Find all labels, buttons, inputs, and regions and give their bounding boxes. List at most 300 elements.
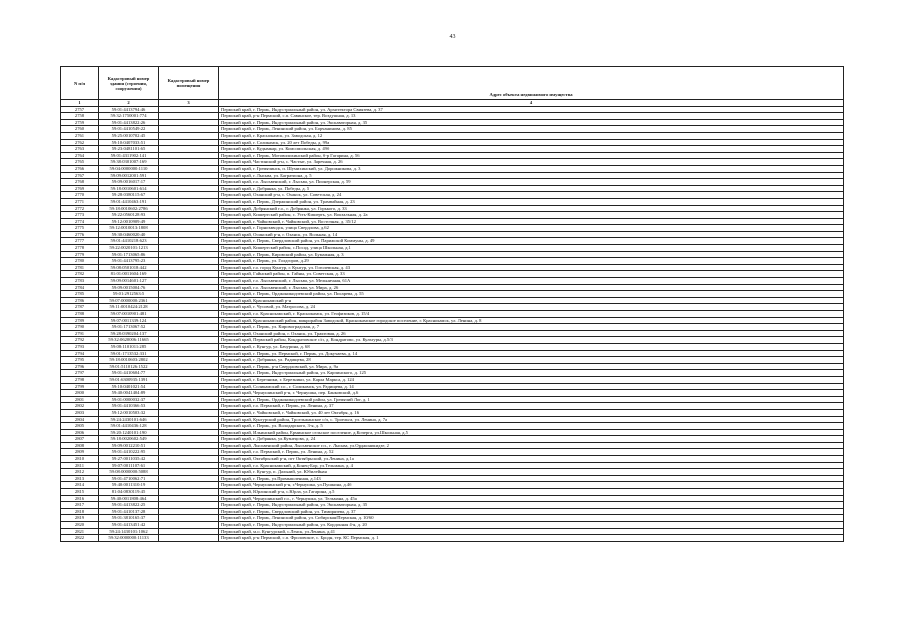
table-row (61, 475, 844, 482)
building-cadastral-number: 59:01:3810165:37 (99, 515, 159, 522)
table-row (61, 172, 844, 179)
property-address: Пермский край, г. Пермь, Мотовилихинский район, б-р Гагарина, д. 56 (219, 152, 844, 159)
room-cadastral-number (159, 132, 219, 139)
room-cadastral-number (159, 416, 219, 423)
table-row (61, 528, 844, 535)
row-number: 2800 (61, 390, 99, 397)
property-address: Пермский край, г. Пермь, р-н Свердловский, ул. Мира, д. 9а (219, 363, 844, 370)
building-cadastral-number: 59:22:0560128:93 (99, 212, 159, 219)
header-address: Адрес объекта недвижимого имущества (219, 67, 844, 100)
room-cadastral-number (159, 304, 219, 311)
row-number: 2817 (61, 502, 99, 509)
table-row (61, 343, 844, 350)
table-row (61, 522, 844, 529)
row-number: 2757 (61, 106, 99, 113)
property-address: Пермский край, р-н Пермский, с.п. Фроловское, с. Бродн, тер. КС Пермская, д. 1 (219, 535, 844, 542)
room-cadastral-number (159, 522, 219, 529)
room-cadastral-number (159, 205, 219, 212)
table-row (61, 159, 844, 166)
row-number: 2801 (61, 396, 99, 403)
building-cadastral-number: 59:01:4413794:46 (99, 106, 159, 113)
property-address: Пермский край, г. Березники, г. Березники, ул. Карла Маркса, д. 124 (219, 376, 844, 383)
building-cadastral-number: 59:11:0010424:2128 (99, 304, 159, 311)
building-cadastral-number: 59:40:0011310:19 (99, 482, 159, 489)
table-row (61, 152, 844, 159)
property-address: Пермский край, г. Добрянка, ул. Радищева, 28 (219, 357, 844, 364)
table-row (61, 251, 844, 258)
property-address: Пермский край, Чернушинский г.о., г. Чернушка, ул. Тельмана, д. 45а (219, 495, 844, 502)
building-cadastral-number: 59:08:1101011:285 (99, 343, 159, 350)
table-row (61, 330, 844, 337)
table-row (61, 205, 844, 212)
room-cadastral-number (159, 502, 219, 509)
property-address: Пермский край, г. Пермь, Индустриальный район, ул. Экскаваторная, д. 35 (219, 119, 844, 126)
building-cadastral-number: 59:10:0407033:51 (99, 139, 159, 146)
property-address: Пермский край, г. Кунгур, п. Дальний, ул. Юбилейная (219, 469, 844, 476)
table-row (61, 515, 844, 522)
building-cadastral-number: 81:01:0011604:169 (99, 271, 159, 278)
row-number: 2785 (61, 291, 99, 298)
table-row (61, 429, 844, 436)
property-address: Пермский край, г. Пермь, Ленинский район, ул. Сибирская/Пермская, д. 10/60 (219, 515, 844, 522)
property-address: Пермский край, г. Кудымкар, ул. Комсомольская, д. 49б (219, 146, 844, 153)
row-number: 2759 (61, 119, 99, 126)
row-number: 2762 (61, 139, 99, 146)
room-cadastral-number (159, 119, 219, 126)
property-address: Пермский край, г. Пермь, ул. Володарского, 3-я, д. 5 (219, 423, 844, 430)
table-row (61, 456, 844, 463)
building-cadastral-number: 59:01:0000032:37 (99, 396, 159, 403)
room-cadastral-number (159, 218, 219, 225)
building-cadastral-number: 59:07:0000000:2361 (99, 297, 159, 304)
property-address: Пермский край, г. Чайковский, г. Чайковский, ул. Восточная, д. 35/12 (219, 218, 844, 225)
building-cadastral-number: 59:01:1713532:331 (99, 350, 159, 357)
row-number: 2810 (61, 456, 99, 463)
property-address: Пермский край, г. Гремячинск, п. Шумихинский, ул. Дорожникова, д. 3 (219, 165, 844, 172)
table-row (61, 370, 844, 377)
table-row (61, 436, 844, 443)
row-number: 2815 (61, 489, 99, 496)
row-number: 2767 (61, 172, 99, 179)
row-number: 2786 (61, 297, 99, 304)
room-cadastral-number (159, 192, 219, 199)
building-cadastral-number: 59:01:4413822:26 (99, 119, 159, 126)
table-row (61, 502, 844, 509)
row-number: 2795 (61, 357, 99, 364)
building-cadastral-number: 59:04:0000000:1110 (99, 165, 159, 172)
table-row (61, 535, 844, 542)
table-row (61, 495, 844, 502)
room-cadastral-number (159, 258, 219, 265)
room-cadastral-number (159, 363, 219, 370)
building-cadastral-number: 59:07:0011107:61 (99, 462, 159, 469)
property-address: Пермский край, г. Пермь, Индустриальный район, ул. Архитектора Свиязева, д. 37 (219, 106, 844, 113)
table-row (61, 165, 844, 172)
property-address: Пермский край, Пермский район, Кондратовское с/п, д. Кондратово, ул. Культуры, д.5/3 (219, 337, 844, 344)
table-row (61, 304, 844, 311)
room-cadastral-number (159, 383, 219, 390)
row-number: 2768 (61, 179, 99, 186)
room-cadastral-number (159, 528, 219, 535)
building-cadastral-number: 59:09:0016017:17 (99, 179, 159, 186)
room-cadastral-number (159, 185, 219, 192)
table-row (61, 113, 844, 120)
row-number: 2797 (61, 370, 99, 377)
row-number: 2821 (61, 528, 99, 535)
column-number-row (61, 100, 844, 107)
room-cadastral-number (159, 198, 219, 205)
building-cadastral-number: 59:01:4410463:191 (99, 198, 159, 205)
property-address: Пермский край, Юрлинский р-н, с.Юрла, ул.Гагарина, д.5 (219, 489, 844, 496)
row-number: 2804 (61, 416, 99, 423)
building-cadastral-number: 59:12:0010909:49 (99, 218, 159, 225)
room-cadastral-number (159, 423, 219, 430)
table-row (61, 284, 844, 291)
property-address: Пермский край, г.о. Краснокамский, г. Краснокамск, ул. Геофизиков, д. 15/4 (219, 311, 844, 318)
property-address: Пермский край, г. Пермь, Свердловский район, ул. Тимирязева, д. 37 (219, 508, 844, 515)
table-row (61, 311, 844, 318)
room-cadastral-number (159, 390, 219, 397)
row-number: 2792 (61, 337, 99, 344)
room-cadastral-number (159, 350, 219, 357)
room-cadastral-number (159, 106, 219, 113)
property-address: Пермский край, г.о. Лысьвенский, г. Лысьва, ул. Пионерская, д. 59 (219, 179, 844, 186)
table-row (61, 198, 844, 205)
property-address: Пермский край, г. Добрянка, ул.Кузнецова, д. 24 (219, 436, 844, 443)
row-number: 2778 (61, 245, 99, 252)
room-cadastral-number (159, 357, 219, 364)
row-number: 2782 (61, 271, 99, 278)
header-number: N п/п (61, 67, 99, 100)
property-address: Пермский край, Краснокамский р-н (219, 297, 844, 304)
table-row (61, 442, 844, 449)
row-number: 2811 (61, 462, 99, 469)
table-row (61, 225, 844, 232)
building-cadastral-number: 59:23:0481101:65 (99, 146, 159, 153)
property-address: Пермский край, г. Пермь, Дзержинский район, ул. Трамвайная, д. 23 (219, 198, 844, 205)
row-number: 2783 (61, 278, 99, 285)
building-cadastral-number: 59:18:0010601:614 (99, 185, 159, 192)
room-cadastral-number (159, 278, 219, 285)
table-row (61, 508, 844, 515)
room-cadastral-number (159, 251, 219, 258)
table-row (61, 317, 844, 324)
property-address: Пермский край, Лысьвенский район, Лысьвенское г.п., г. Лысьва, ул.Орджоникидзе, 2 (219, 442, 844, 449)
row-number: 2769 (61, 185, 99, 192)
row-number: 2793 (61, 343, 99, 350)
row-number: 2796 (61, 363, 99, 370)
building-cadastral-number: 59:01:4710062:71 (99, 475, 159, 482)
row-number: 2758 (61, 113, 99, 120)
property-address: Пермский край, Оханский район, г. Оханск, ул. Трактовая, д. 26 (219, 330, 844, 337)
table-row (61, 126, 844, 133)
building-cadastral-number: 59:18:0010602:2786 (99, 205, 159, 212)
building-cadastral-number: 59:09:0015004:76 (99, 284, 159, 291)
table-row (61, 390, 844, 397)
property-address: Пермский край, Чернушинский р-н, г.Чернушка, ул.Пушкина, д.4б (219, 482, 844, 489)
building-cadastral-number: 59:09:0014601:127 (99, 278, 159, 285)
property-address: Пермский край, Кишертский район, с. Усть-Кишерть, ул. Вокзальная, д. 2а (219, 212, 844, 219)
room-cadastral-number (159, 297, 219, 304)
row-number: 2777 (61, 238, 99, 245)
building-cadastral-number: 59:09:0012001:591 (99, 172, 159, 179)
column-number: 1 (61, 100, 99, 107)
table-row (61, 462, 844, 469)
property-address: Пермский край, г.о. город Кунгур, г. Кунгур, ул. Гоголевская, д. 43 (219, 264, 844, 271)
row-number: 2813 (61, 475, 99, 482)
room-cadastral-number (159, 475, 219, 482)
row-number: 2784 (61, 284, 99, 291)
building-cadastral-number: 59:08:0000000:5088 (99, 469, 159, 476)
property-address: Пермский край, г.о. Лысьвенский, г. Лысьва, ул. Мира, д. 26 (219, 284, 844, 291)
room-cadastral-number (159, 231, 219, 238)
property-address: Пермский край, Гайнский район, п. Гайны, ул. Советская, д. 33 (219, 271, 844, 278)
row-number: 2812 (61, 469, 99, 476)
table-row (61, 416, 844, 423)
table-row (61, 363, 844, 370)
building-cadastral-number: 59:07:0011339:124 (99, 317, 159, 324)
property-address: Пермский край, г. Пермь, ул. Кировоградская, д. 7 (219, 324, 844, 331)
building-cadastral-number: 59:01:4410549:22 (99, 126, 159, 133)
room-cadastral-number (159, 139, 219, 146)
table-row (61, 106, 844, 113)
row-number: 2775 (61, 225, 99, 232)
table-row (61, 264, 844, 271)
room-cadastral-number (159, 409, 219, 416)
table-row (61, 132, 844, 139)
building-cadastral-number: 59:22:0020101:1213 (99, 245, 159, 252)
table-row (61, 396, 844, 403)
property-address: Пермский край, г. Пермь, Индустриальный район, ул. Экскаваторная, д. 35 (219, 502, 844, 509)
row-number: 2808 (61, 442, 99, 449)
row-number: 2788 (61, 311, 99, 318)
room-cadastral-number (159, 376, 219, 383)
row-number: 2802 (61, 403, 99, 410)
row-number: 2822 (61, 535, 99, 542)
building-cadastral-number: 59:01:1713065:86 (99, 251, 159, 258)
property-address: Пермский край, г. Пермь, ул. Голдгоров, д.29 (219, 258, 844, 265)
table-row (61, 357, 844, 364)
table-row (61, 258, 844, 265)
room-cadastral-number (159, 535, 219, 542)
building-cadastral-number: 59:32:0000000:11133 (99, 535, 159, 542)
table-row (61, 324, 844, 331)
row-number: 2780 (61, 258, 99, 265)
room-cadastral-number (159, 403, 219, 410)
table-row (61, 139, 844, 146)
room-cadastral-number (159, 482, 219, 489)
property-address: Пермский край, г. Соликамск, ул. 20 лет Победы, д. 99а (219, 139, 844, 146)
property-address: Пермский край, г. Пермь, ул.Промышленная, д.143 (219, 475, 844, 482)
row-number: 2790 (61, 324, 99, 331)
room-cadastral-number (159, 429, 219, 436)
building-cadastral-number: 59:01:5110126:1522 (99, 363, 159, 370)
table-row (61, 423, 844, 430)
room-cadastral-number (159, 469, 219, 476)
room-cadastral-number (159, 442, 219, 449)
building-cadastral-number: 59:25:0010702:45 (99, 132, 159, 139)
row-number: 2776 (61, 231, 99, 238)
room-cadastral-number (159, 146, 219, 153)
property-address: Пермский край, г. Пермь, Орджоникидзевский район, ул. Гремячий Лог, д. 1 (219, 396, 844, 403)
table-row (61, 350, 844, 357)
building-cadastral-number: 59:01:4413451:42 (99, 522, 159, 529)
property-registry-table (60, 66, 844, 542)
building-cadastral-number: 59:30:0460020:40 (99, 231, 159, 238)
row-number: 2803 (61, 409, 99, 416)
row-number: 2761 (61, 132, 99, 139)
row-number: 2764 (61, 152, 99, 159)
table-row (61, 403, 844, 410)
table-row (61, 449, 844, 456)
table-row (61, 383, 844, 390)
row-number: 2816 (61, 495, 99, 502)
row-number: 2805 (61, 423, 99, 430)
room-cadastral-number (159, 311, 219, 318)
room-cadastral-number (159, 330, 219, 337)
room-cadastral-number (159, 396, 219, 403)
row-number: 2770 (61, 192, 99, 199)
property-address: Пермский край, г.о. Пермский, г. Пермь, ул. Ленина, д. 52 (219, 449, 844, 456)
building-cadastral-number: 59:08:0501018:442 (99, 264, 159, 271)
row-number: 2819 (61, 515, 99, 522)
row-number: 2789 (61, 317, 99, 324)
building-cadastral-number: 59:01:4311902:141 (99, 152, 159, 159)
row-number: 2794 (61, 350, 99, 357)
building-cadastral-number: 59:28:0390204:137 (99, 330, 159, 337)
table-row (61, 489, 844, 496)
building-cadastral-number: 59:12:0010503:32 (99, 409, 159, 416)
building-cadastral-number: 81:04:0830119:45 (99, 489, 159, 496)
table-body (61, 106, 844, 541)
column-number: 4 (219, 100, 844, 107)
row-number: 2791 (61, 330, 99, 337)
room-cadastral-number (159, 489, 219, 496)
property-address: Пермский край, г. Кунгур, ул. Бачурина, д. 68 (219, 343, 844, 350)
building-cadastral-number: 59:20:1240101:190 (99, 429, 159, 436)
building-cadastral-number: 59:18:0010603:2802 (99, 357, 159, 364)
property-address: Пермский край, г. Пермь, Ленинский район, ул. Борчанинова, д. 85 (219, 126, 844, 133)
table-row (61, 192, 844, 199)
table-row (61, 271, 844, 278)
property-address: Пермский край, г. Чусовой, ул. Матросова, д. 24 (219, 304, 844, 311)
property-address: Пермский край, г. Добрянка, ул. Победы, д. 5 (219, 185, 844, 192)
building-cadastral-number: 59:27:0011035:42 (99, 456, 159, 463)
row-number: 2772 (61, 205, 99, 212)
row-number: 2814 (61, 482, 99, 489)
building-cadastral-number: 59:24:2430101:646 (99, 416, 159, 423)
property-address: Пермский край, Ильинский район, Ерминское сельское поселение, д.Кочерга, ул.Школьная, д.5 (219, 429, 844, 436)
building-cadastral-number: 59:01:4410436:128 (99, 423, 159, 430)
table-row (61, 469, 844, 476)
row-number: 2773 (61, 212, 99, 219)
property-address: Пермский край, г. Пермь, Индустриальный район, ул. Кордонная 4-я, д. 20 (219, 522, 844, 529)
room-cadastral-number (159, 462, 219, 469)
building-cadastral-number: 59:01:1713067:52 (99, 324, 159, 331)
room-cadastral-number (159, 126, 219, 133)
table-row (61, 218, 844, 225)
room-cadastral-number (159, 456, 219, 463)
building-cadastral-number: 59:01:4410222:95 (99, 449, 159, 456)
table-row (61, 238, 844, 245)
row-number: 2779 (61, 251, 99, 258)
building-cadastral-number: 59:28:0380115:67 (99, 192, 159, 199)
room-cadastral-number (159, 370, 219, 377)
table-row (61, 185, 844, 192)
property-address: Пермский край, г. Пермь, Кировский район, ул. Бумажная, д. 3 (219, 251, 844, 258)
room-cadastral-number (159, 515, 219, 522)
property-address: Пермский край, г. Горнозаводск, улица Свердлова, д.62 (219, 225, 844, 232)
building-cadastral-number: 59:01:4413795:23 (99, 258, 159, 265)
row-number: 2781 (61, 264, 99, 271)
table-row (61, 337, 844, 344)
table-row (61, 297, 844, 304)
table-row (61, 146, 844, 153)
property-address: Пермский край, г. Пермь, Свердловский район, ул. Парижской Коммуны, д. 49 (219, 238, 844, 245)
room-cadastral-number (159, 495, 219, 502)
room-cadastral-number (159, 449, 219, 456)
property-address: Пермский край, Краснокамский район, микрорайон Заводской, Краснокамское городское поселение, г. Краснокамск, ул. Ленина, д. 8 (219, 317, 844, 324)
table-row (61, 291, 844, 298)
building-cadastral-number: 59:01:2912563:5 (99, 291, 159, 298)
row-number: 2763 (61, 146, 99, 153)
table-row (61, 376, 844, 383)
room-cadastral-number (159, 264, 219, 271)
building-cadastral-number: 59:32:0620006:11665 (99, 337, 159, 344)
building-cadastral-number: 59:32:1750001:774 (99, 113, 159, 120)
property-address: Пермский край, г.о. Лысьвенский, г. Лысьва, ул. Мельничная, 61А (219, 278, 844, 285)
room-cadastral-number (159, 172, 219, 179)
column-number: 2 (99, 100, 159, 107)
row-number: 2774 (61, 218, 99, 225)
row-number: 2809 (61, 449, 99, 456)
header-room-cadastral: Кадастровый номер помещения (159, 67, 219, 100)
building-cadastral-number: 59:38:0301007:169 (99, 159, 159, 166)
row-number: 2765 (61, 159, 99, 166)
property-address: Пермский край, Кунгурский район, Троельжанское с/п, с. Троельга, ул. Ленина, д. 7а (219, 416, 844, 423)
row-number: 2806 (61, 429, 99, 436)
room-cadastral-number (159, 238, 219, 245)
row-number: 2787 (61, 304, 99, 311)
row-number: 2818 (61, 508, 99, 515)
room-cadastral-number (159, 225, 219, 232)
property-address: Пермский край, г.о. Краснокамский, д.Конец-Бор, ул.Тельмана, д. 4 (219, 462, 844, 469)
building-cadastral-number: 59:40:0041404:89 (99, 390, 159, 397)
building-cadastral-number: 59:01:6300935:1391 (99, 376, 159, 383)
row-number: 2760 (61, 126, 99, 133)
property-address: Пермский край, г. Лысьва, ул. Багратиона, д. 5 (219, 172, 844, 179)
table-row (61, 119, 844, 126)
property-address: Пермский край, Октябрьский р-н, пгт Октябрьский, ул.Ленина, д.1а (219, 456, 844, 463)
table-row (61, 409, 844, 416)
table-header-row (61, 67, 844, 100)
room-cadastral-number (159, 317, 219, 324)
room-cadastral-number (159, 291, 219, 298)
building-cadastral-number: 59:07:0010901:481 (99, 311, 159, 318)
room-cadastral-number (159, 179, 219, 186)
building-cadastral-number: 59:12:0010013:1808 (99, 225, 159, 232)
property-address: Пермский край, г. Пермь, ул. Пермской, г. Пермь, ул. Докучаева, д. 14 (219, 350, 844, 357)
row-number: 2807 (61, 436, 99, 443)
property-address: Пермский край, Чернушинский р-н, г. Чернушка, пер. Банковский, д.6 (219, 390, 844, 397)
property-address: Пермский край, г. Пермь, Орджоникидзевский район, ул. Писарева, д. 55 (219, 291, 844, 298)
property-address: Пермский край, Добрянский г.о., г. Добрянка, ул. Горького, д. 33 (219, 205, 844, 212)
property-address: Пермский край, Соликамский г.о., г. Соликамск, ул. Радищева, д. 14 (219, 383, 844, 390)
building-cadastral-number: 59:18:0020602:549 (99, 436, 159, 443)
row-number: 2766 (61, 165, 99, 172)
room-cadastral-number (159, 343, 219, 350)
table-row (61, 231, 844, 238)
